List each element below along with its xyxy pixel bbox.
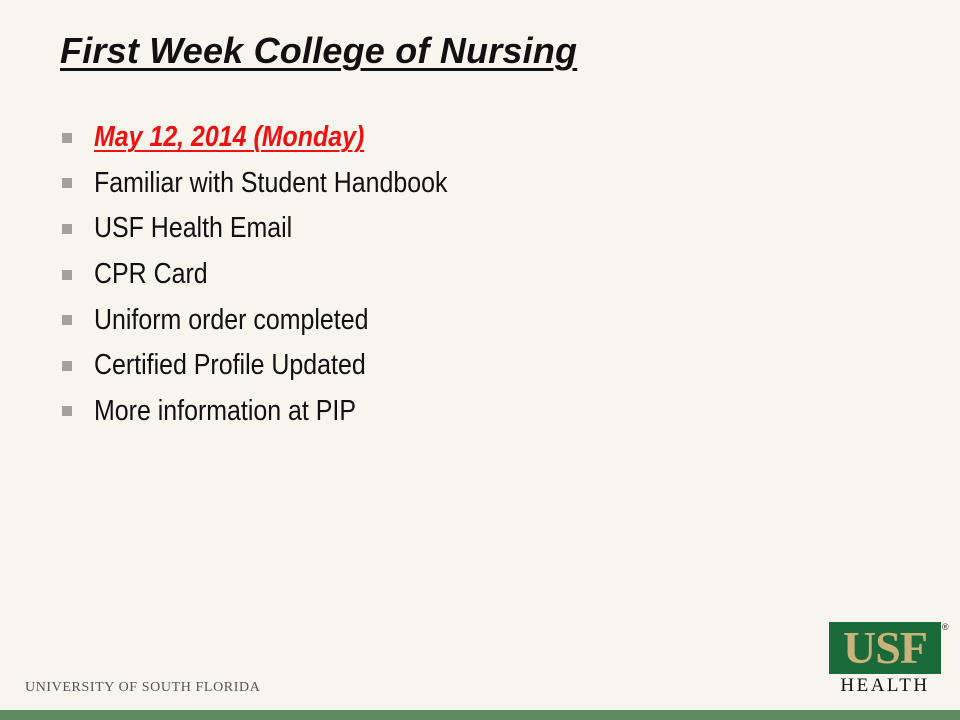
logo-health-text: HEALTH <box>840 675 930 696</box>
bullet-text-date: May 12, 2014 (Monday) <box>94 121 365 154</box>
usf-health-logo <box>829 622 949 696</box>
bullet-text-handbook: Familiar with Student Handbook <box>94 166 448 199</box>
bullet-item-date <box>62 115 505 161</box>
square-bullet-icon <box>62 406 72 416</box>
bullet-text-profile: Certified Profile Updated <box>94 349 366 382</box>
bullet-text-pip: More information at PIP <box>94 394 356 427</box>
bullet-item-profile <box>62 343 505 389</box>
bullet-item-handbook <box>62 161 505 207</box>
bullet-item-uniform <box>62 297 505 343</box>
slide-title: First Week College of Nursing <box>60 30 578 71</box>
square-bullet-icon <box>62 361 72 371</box>
square-bullet-icon <box>62 133 72 143</box>
square-bullet-icon <box>62 224 72 234</box>
square-bullet-icon <box>62 315 72 325</box>
logo-box <box>829 622 941 674</box>
bullet-text-cpr-card: CPR Card <box>94 258 208 291</box>
bullet-text-uniform: Uniform order completed <box>94 303 369 336</box>
square-bullet-icon <box>62 178 72 188</box>
logo-usf-text: USF <box>843 622 927 673</box>
bullet-text-email: USF Health Email <box>94 212 293 245</box>
square-bullet-icon <box>62 270 72 280</box>
registered-mark: ® <box>942 622 949 632</box>
university-wordmark: UNIVERSITY OF SOUTH FLORIDA <box>25 680 261 695</box>
bullet-list <box>62 115 505 434</box>
footer-bar <box>0 710 960 720</box>
bullet-item-cpr-card <box>62 252 505 298</box>
bullet-item-pip <box>62 389 505 435</box>
bullet-item-email <box>62 206 505 252</box>
